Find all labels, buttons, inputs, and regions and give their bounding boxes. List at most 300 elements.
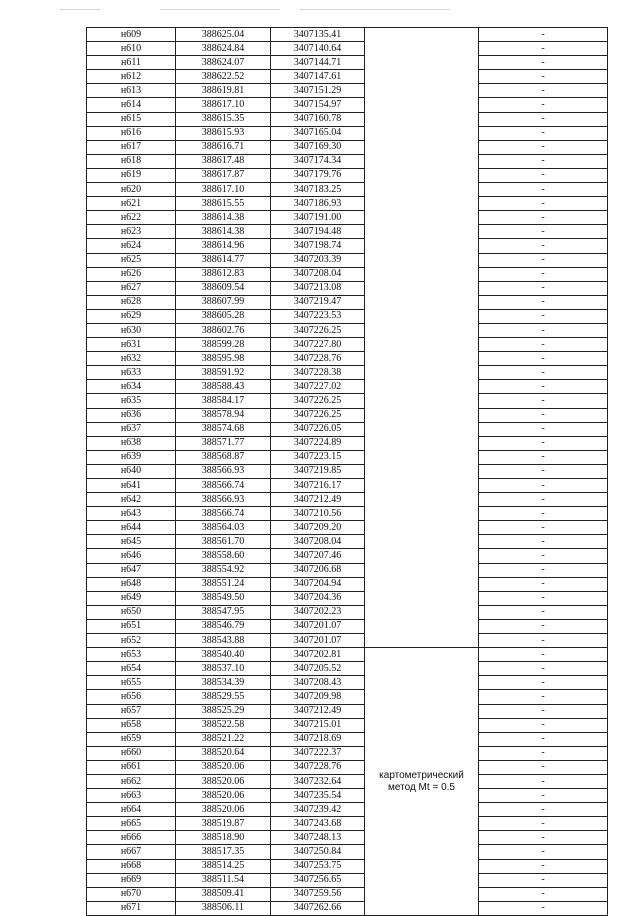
table-row bbox=[87, 507, 608, 521]
note-cell: - bbox=[479, 408, 608, 422]
x-coordinate-cell: 388607.99 bbox=[176, 295, 271, 309]
point-name-cell: н655 bbox=[87, 676, 176, 690]
point-name-cell: н663 bbox=[87, 789, 176, 803]
table-row bbox=[87, 549, 608, 563]
y-coordinate-cell: 3407239.42 bbox=[271, 803, 365, 817]
y-coordinate-cell: 3407209.98 bbox=[271, 690, 365, 704]
y-coordinate-cell: 3407226.25 bbox=[271, 408, 365, 422]
x-coordinate-cell: 388622.52 bbox=[176, 70, 271, 84]
note-cell: - bbox=[479, 619, 608, 633]
coordinates-table-body bbox=[87, 28, 608, 916]
point-name-cell: н658 bbox=[87, 718, 176, 732]
table-row bbox=[87, 253, 608, 267]
x-coordinate-cell: 388574.68 bbox=[176, 422, 271, 436]
x-coordinate-cell: 388566.93 bbox=[176, 464, 271, 478]
note-cell: - bbox=[479, 126, 608, 140]
x-coordinate-cell: 388514.25 bbox=[176, 859, 271, 873]
note-cell: - bbox=[479, 732, 608, 746]
point-name-cell: н621 bbox=[87, 197, 176, 211]
scan-artifact bbox=[160, 9, 280, 10]
y-coordinate-cell: 3407169.30 bbox=[271, 140, 365, 154]
note-cell: - bbox=[479, 746, 608, 760]
point-name-cell: н650 bbox=[87, 605, 176, 619]
note-cell: - bbox=[479, 56, 608, 70]
x-coordinate-cell: 388615.93 bbox=[176, 126, 271, 140]
x-coordinate-cell: 388537.10 bbox=[176, 662, 271, 676]
y-coordinate-cell: 3407235.54 bbox=[271, 789, 365, 803]
note-cell: - bbox=[479, 197, 608, 211]
y-coordinate-cell: 3407259.56 bbox=[271, 887, 365, 901]
x-coordinate-cell: 388520.06 bbox=[176, 803, 271, 817]
note-cell: - bbox=[479, 309, 608, 323]
y-coordinate-cell: 3407232.64 bbox=[271, 774, 365, 788]
point-name-cell: н647 bbox=[87, 563, 176, 577]
note-cell: - bbox=[479, 549, 608, 563]
x-coordinate-cell: 388534.39 bbox=[176, 676, 271, 690]
note-cell: - bbox=[479, 605, 608, 619]
table-row bbox=[87, 605, 608, 619]
table-row bbox=[87, 464, 608, 478]
table-row bbox=[87, 521, 608, 535]
y-coordinate-cell: 3407203.39 bbox=[271, 253, 365, 267]
y-coordinate-cell: 3407204.94 bbox=[271, 577, 365, 591]
x-coordinate-cell: 388625.04 bbox=[176, 28, 271, 42]
y-coordinate-cell: 3407183.25 bbox=[271, 183, 365, 197]
x-coordinate-cell: 388591.92 bbox=[176, 366, 271, 380]
point-name-cell: н632 bbox=[87, 352, 176, 366]
y-coordinate-cell: 3407248.13 bbox=[271, 831, 365, 845]
x-coordinate-cell: 388599.28 bbox=[176, 338, 271, 352]
y-coordinate-cell: 3407151.29 bbox=[271, 84, 365, 98]
point-name-cell: н613 bbox=[87, 84, 176, 98]
y-coordinate-cell: 3407144.71 bbox=[271, 56, 365, 70]
point-name-cell: н617 bbox=[87, 140, 176, 154]
point-name-cell: н653 bbox=[87, 648, 176, 662]
table-row bbox=[87, 126, 608, 140]
point-name-cell: н665 bbox=[87, 817, 176, 831]
y-coordinate-cell: 3407228.38 bbox=[271, 366, 365, 380]
note-cell: - bbox=[479, 563, 608, 577]
table-row bbox=[87, 168, 608, 182]
table-row bbox=[87, 732, 608, 746]
y-coordinate-cell: 3407209.20 bbox=[271, 521, 365, 535]
point-name-cell: н664 bbox=[87, 803, 176, 817]
y-coordinate-cell: 3407174.34 bbox=[271, 154, 365, 168]
point-name-cell: н669 bbox=[87, 873, 176, 887]
note-cell: - bbox=[479, 450, 608, 464]
y-coordinate-cell: 3407204.36 bbox=[271, 591, 365, 605]
note-cell: - bbox=[479, 239, 608, 253]
x-coordinate-cell: 388558.60 bbox=[176, 549, 271, 563]
y-coordinate-cell: 3407210.56 bbox=[271, 507, 365, 521]
note-cell: - bbox=[479, 873, 608, 887]
table-row bbox=[87, 831, 608, 845]
table-row bbox=[87, 746, 608, 760]
table-row bbox=[87, 859, 608, 873]
table-row bbox=[87, 619, 608, 633]
x-coordinate-cell: 388519.87 bbox=[176, 817, 271, 831]
point-name-cell: н657 bbox=[87, 704, 176, 718]
y-coordinate-cell: 3407253.75 bbox=[271, 859, 365, 873]
point-name-cell: н645 bbox=[87, 535, 176, 549]
y-coordinate-cell: 3407147.61 bbox=[271, 70, 365, 84]
point-name-cell: н627 bbox=[87, 281, 176, 295]
point-name-cell: н620 bbox=[87, 183, 176, 197]
note-cell: - bbox=[479, 352, 608, 366]
point-name-cell: н609 bbox=[87, 28, 176, 42]
note-cell: - bbox=[479, 507, 608, 521]
table-row bbox=[87, 591, 608, 605]
y-coordinate-cell: 3407212.49 bbox=[271, 704, 365, 718]
x-coordinate-cell: 388551.24 bbox=[176, 577, 271, 591]
x-coordinate-cell: 388517.35 bbox=[176, 845, 271, 859]
point-name-cell: н622 bbox=[87, 211, 176, 225]
y-coordinate-cell: 3407215.01 bbox=[271, 718, 365, 732]
x-coordinate-cell: 388619.81 bbox=[176, 84, 271, 98]
x-coordinate-cell: 388549.50 bbox=[176, 591, 271, 605]
table-row bbox=[87, 535, 608, 549]
x-coordinate-cell: 388602.76 bbox=[176, 323, 271, 337]
note-cell: - bbox=[479, 521, 608, 535]
point-name-cell: н648 bbox=[87, 577, 176, 591]
table-row bbox=[87, 803, 608, 817]
y-coordinate-cell: 3407135.41 bbox=[271, 28, 365, 42]
table-row bbox=[87, 352, 608, 366]
point-name-cell: н624 bbox=[87, 239, 176, 253]
x-coordinate-cell: 388614.96 bbox=[176, 239, 271, 253]
y-coordinate-cell: 3407186.93 bbox=[271, 197, 365, 211]
note-cell: - bbox=[479, 42, 608, 56]
y-coordinate-cell: 3407262.66 bbox=[271, 901, 365, 915]
note-cell: - bbox=[479, 211, 608, 225]
y-coordinate-cell: 3407208.43 bbox=[271, 676, 365, 690]
table-row bbox=[87, 295, 608, 309]
note-cell: - bbox=[479, 28, 608, 42]
y-coordinate-cell: 3407207.46 bbox=[271, 549, 365, 563]
table-row bbox=[87, 845, 608, 859]
y-coordinate-cell: 3407219.85 bbox=[271, 464, 365, 478]
y-coordinate-cell: 3407194.48 bbox=[271, 225, 365, 239]
point-name-cell: н618 bbox=[87, 154, 176, 168]
y-coordinate-cell: 3407227.80 bbox=[271, 338, 365, 352]
point-name-cell: н616 bbox=[87, 126, 176, 140]
y-coordinate-cell: 3407226.25 bbox=[271, 394, 365, 408]
point-name-cell: н614 bbox=[87, 98, 176, 112]
x-coordinate-cell: 388521.22 bbox=[176, 732, 271, 746]
method-cell bbox=[365, 648, 479, 916]
y-coordinate-cell: 3407243.68 bbox=[271, 817, 365, 831]
point-name-cell: н651 bbox=[87, 619, 176, 633]
table-row bbox=[87, 408, 608, 422]
point-name-cell: н628 bbox=[87, 295, 176, 309]
x-coordinate-cell: 388578.94 bbox=[176, 408, 271, 422]
table-row bbox=[87, 774, 608, 788]
table-row bbox=[87, 56, 608, 70]
x-coordinate-cell: 388561.70 bbox=[176, 535, 271, 549]
point-name-cell: н633 bbox=[87, 366, 176, 380]
note-cell: - bbox=[479, 676, 608, 690]
y-coordinate-cell: 3407227.02 bbox=[271, 380, 365, 394]
note-cell: - bbox=[479, 323, 608, 337]
point-name-cell: н625 bbox=[87, 253, 176, 267]
y-coordinate-cell: 3407228.76 bbox=[271, 760, 365, 774]
y-coordinate-cell: 3407256.65 bbox=[271, 873, 365, 887]
x-coordinate-cell: 388617.10 bbox=[176, 183, 271, 197]
point-name-cell: н626 bbox=[87, 267, 176, 281]
x-coordinate-cell: 388540.40 bbox=[176, 648, 271, 662]
point-name-cell: н649 bbox=[87, 591, 176, 605]
x-coordinate-cell: 388616.71 bbox=[176, 140, 271, 154]
note-cell: - bbox=[479, 464, 608, 478]
note-cell: - bbox=[479, 380, 608, 394]
y-coordinate-cell: 3407212.49 bbox=[271, 493, 365, 507]
table-row bbox=[87, 887, 608, 901]
y-coordinate-cell: 3407154.97 bbox=[271, 98, 365, 112]
y-coordinate-cell: 3407226.25 bbox=[271, 323, 365, 337]
x-coordinate-cell: 388511.54 bbox=[176, 873, 271, 887]
table-row bbox=[87, 676, 608, 690]
table-row bbox=[87, 98, 608, 112]
y-coordinate-cell: 3407201.07 bbox=[271, 634, 365, 648]
point-name-cell: н634 bbox=[87, 380, 176, 394]
x-coordinate-cell: 388617.10 bbox=[176, 98, 271, 112]
point-name-cell: н660 bbox=[87, 746, 176, 760]
table-row bbox=[87, 28, 608, 42]
point-name-cell: н619 bbox=[87, 168, 176, 182]
point-name-cell: н671 bbox=[87, 901, 176, 915]
point-name-cell: н656 bbox=[87, 690, 176, 704]
y-coordinate-cell: 3407202.23 bbox=[271, 605, 365, 619]
x-coordinate-cell: 388571.77 bbox=[176, 436, 271, 450]
y-coordinate-cell: 3407201.07 bbox=[271, 619, 365, 633]
x-coordinate-cell: 388568.87 bbox=[176, 450, 271, 464]
point-name-cell: н630 bbox=[87, 323, 176, 337]
point-name-cell: н638 bbox=[87, 436, 176, 450]
table-row bbox=[87, 493, 608, 507]
point-name-cell: н635 bbox=[87, 394, 176, 408]
note-cell: - bbox=[479, 718, 608, 732]
table-row bbox=[87, 450, 608, 464]
note-cell: - bbox=[479, 98, 608, 112]
x-coordinate-cell: 388584.17 bbox=[176, 394, 271, 408]
table-row bbox=[87, 704, 608, 718]
note-cell: - bbox=[479, 774, 608, 788]
table-row bbox=[87, 154, 608, 168]
scan-artifact bbox=[60, 9, 100, 10]
x-coordinate-cell: 388624.07 bbox=[176, 56, 271, 70]
note-cell: - bbox=[479, 168, 608, 182]
x-coordinate-cell: 388614.77 bbox=[176, 253, 271, 267]
y-coordinate-cell: 3407250.84 bbox=[271, 845, 365, 859]
table-row bbox=[87, 267, 608, 281]
note-cell: - bbox=[479, 479, 608, 493]
point-name-cell: н654 bbox=[87, 662, 176, 676]
table-row bbox=[87, 436, 608, 450]
table-row bbox=[87, 380, 608, 394]
table-row bbox=[87, 789, 608, 803]
x-coordinate-cell: 388546.79 bbox=[176, 619, 271, 633]
point-name-cell: н644 bbox=[87, 521, 176, 535]
table-row bbox=[87, 84, 608, 98]
table-row bbox=[87, 70, 608, 84]
note-cell: - bbox=[479, 281, 608, 295]
x-coordinate-cell: 388564.03 bbox=[176, 521, 271, 535]
note-cell: - bbox=[479, 422, 608, 436]
x-coordinate-cell: 388595.98 bbox=[176, 352, 271, 366]
y-coordinate-cell: 3407222.37 bbox=[271, 746, 365, 760]
note-cell: - bbox=[479, 662, 608, 676]
note-cell: - bbox=[479, 394, 608, 408]
note-cell: - bbox=[479, 803, 608, 817]
note-cell: - bbox=[479, 436, 608, 450]
x-coordinate-cell: 388522.58 bbox=[176, 718, 271, 732]
point-name-cell: н639 bbox=[87, 450, 176, 464]
y-coordinate-cell: 3407223.53 bbox=[271, 309, 365, 323]
point-name-cell: н623 bbox=[87, 225, 176, 239]
x-coordinate-cell: 388615.55 bbox=[176, 197, 271, 211]
x-coordinate-cell: 388612.83 bbox=[176, 267, 271, 281]
note-cell: - bbox=[479, 817, 608, 831]
y-coordinate-cell: 3407216.17 bbox=[271, 479, 365, 493]
note-cell: - bbox=[479, 253, 608, 267]
x-coordinate-cell: 388520.06 bbox=[176, 789, 271, 803]
x-coordinate-cell: 388566.74 bbox=[176, 479, 271, 493]
y-coordinate-cell: 3407219.47 bbox=[271, 295, 365, 309]
table-row bbox=[87, 197, 608, 211]
x-coordinate-cell: 388525.29 bbox=[176, 704, 271, 718]
note-cell: - bbox=[479, 338, 608, 352]
note-cell: - bbox=[479, 648, 608, 662]
table-row bbox=[87, 281, 608, 295]
point-name-cell: н641 bbox=[87, 479, 176, 493]
point-name-cell: н668 bbox=[87, 859, 176, 873]
note-cell: - bbox=[479, 366, 608, 380]
note-cell: - bbox=[479, 887, 608, 901]
table-row bbox=[87, 42, 608, 56]
x-coordinate-cell: 388543.88 bbox=[176, 634, 271, 648]
note-cell: - bbox=[479, 112, 608, 126]
x-coordinate-cell: 388529.55 bbox=[176, 690, 271, 704]
table-row bbox=[87, 648, 608, 662]
point-name-cell: н637 bbox=[87, 422, 176, 436]
table-row bbox=[87, 366, 608, 380]
point-name-cell: н652 bbox=[87, 634, 176, 648]
y-coordinate-cell: 3407208.04 bbox=[271, 267, 365, 281]
table-row bbox=[87, 338, 608, 352]
x-coordinate-cell: 388624.84 bbox=[176, 42, 271, 56]
note-cell: - bbox=[479, 577, 608, 591]
table-row bbox=[87, 239, 608, 253]
table-row bbox=[87, 690, 608, 704]
point-name-cell: н659 bbox=[87, 732, 176, 746]
note-cell: - bbox=[479, 845, 608, 859]
coordinates-table bbox=[86, 27, 608, 916]
y-coordinate-cell: 3407191.00 bbox=[271, 211, 365, 225]
y-coordinate-cell: 3407218.69 bbox=[271, 732, 365, 746]
note-cell: - bbox=[479, 84, 608, 98]
table-row bbox=[87, 563, 608, 577]
note-cell: - bbox=[479, 760, 608, 774]
x-coordinate-cell: 388520.06 bbox=[176, 774, 271, 788]
table-row bbox=[87, 634, 608, 648]
x-coordinate-cell: 388588.43 bbox=[176, 380, 271, 394]
table-row bbox=[87, 211, 608, 225]
note-cell: - bbox=[479, 183, 608, 197]
table-row bbox=[87, 760, 608, 774]
y-coordinate-cell: 3407228.76 bbox=[271, 352, 365, 366]
note-cell: - bbox=[479, 535, 608, 549]
table-row bbox=[87, 422, 608, 436]
note-cell: - bbox=[479, 634, 608, 648]
note-cell: - bbox=[479, 140, 608, 154]
method-text: картометрический метод Mt = 0.5 bbox=[379, 769, 464, 793]
scan-artifact bbox=[300, 9, 450, 10]
x-coordinate-cell: 388520.06 bbox=[176, 760, 271, 774]
point-name-cell: н615 bbox=[87, 112, 176, 126]
x-coordinate-cell: 388566.93 bbox=[176, 493, 271, 507]
x-coordinate-cell: 388605.28 bbox=[176, 309, 271, 323]
table-row bbox=[87, 183, 608, 197]
note-cell: - bbox=[479, 591, 608, 605]
y-coordinate-cell: 3407206.68 bbox=[271, 563, 365, 577]
point-name-cell: н629 bbox=[87, 309, 176, 323]
table-row bbox=[87, 323, 608, 337]
x-coordinate-cell: 388609.54 bbox=[176, 281, 271, 295]
point-name-cell: н662 bbox=[87, 774, 176, 788]
x-coordinate-cell: 388554.92 bbox=[176, 563, 271, 577]
point-name-cell: н670 bbox=[87, 887, 176, 901]
y-coordinate-cell: 3407202.81 bbox=[271, 648, 365, 662]
x-coordinate-cell: 388566.74 bbox=[176, 507, 271, 521]
note-cell: - bbox=[479, 70, 608, 84]
x-coordinate-cell: 388615.35 bbox=[176, 112, 271, 126]
point-name-cell: н611 bbox=[87, 56, 176, 70]
y-coordinate-cell: 3407208.04 bbox=[271, 535, 365, 549]
note-cell: - bbox=[479, 267, 608, 281]
y-coordinate-cell: 3407179.76 bbox=[271, 168, 365, 182]
table-row bbox=[87, 112, 608, 126]
x-coordinate-cell: 388518.90 bbox=[176, 831, 271, 845]
point-name-cell: н666 bbox=[87, 831, 176, 845]
note-cell: - bbox=[479, 690, 608, 704]
x-coordinate-cell: 388614.38 bbox=[176, 225, 271, 239]
x-coordinate-cell: 388506.11 bbox=[176, 901, 271, 915]
table-row bbox=[87, 225, 608, 239]
point-name-cell: н646 bbox=[87, 549, 176, 563]
table-row bbox=[87, 577, 608, 591]
x-coordinate-cell: 388520.64 bbox=[176, 746, 271, 760]
table-row bbox=[87, 901, 608, 915]
table-row bbox=[87, 817, 608, 831]
note-cell: - bbox=[479, 493, 608, 507]
table-row bbox=[87, 394, 608, 408]
point-name-cell: н643 bbox=[87, 507, 176, 521]
note-cell: - bbox=[479, 789, 608, 803]
y-coordinate-cell: 3407140.64 bbox=[271, 42, 365, 56]
x-coordinate-cell: 388617.87 bbox=[176, 168, 271, 182]
table-row bbox=[87, 662, 608, 676]
table-row bbox=[87, 718, 608, 732]
table-row bbox=[87, 309, 608, 323]
y-coordinate-cell: 3407205.52 bbox=[271, 662, 365, 676]
y-coordinate-cell: 3407223.15 bbox=[271, 450, 365, 464]
point-name-cell: н661 bbox=[87, 760, 176, 774]
note-cell: - bbox=[479, 225, 608, 239]
point-name-cell: н667 bbox=[87, 845, 176, 859]
point-name-cell: н610 bbox=[87, 42, 176, 56]
x-coordinate-cell: 388547.95 bbox=[176, 605, 271, 619]
table-row bbox=[87, 479, 608, 493]
